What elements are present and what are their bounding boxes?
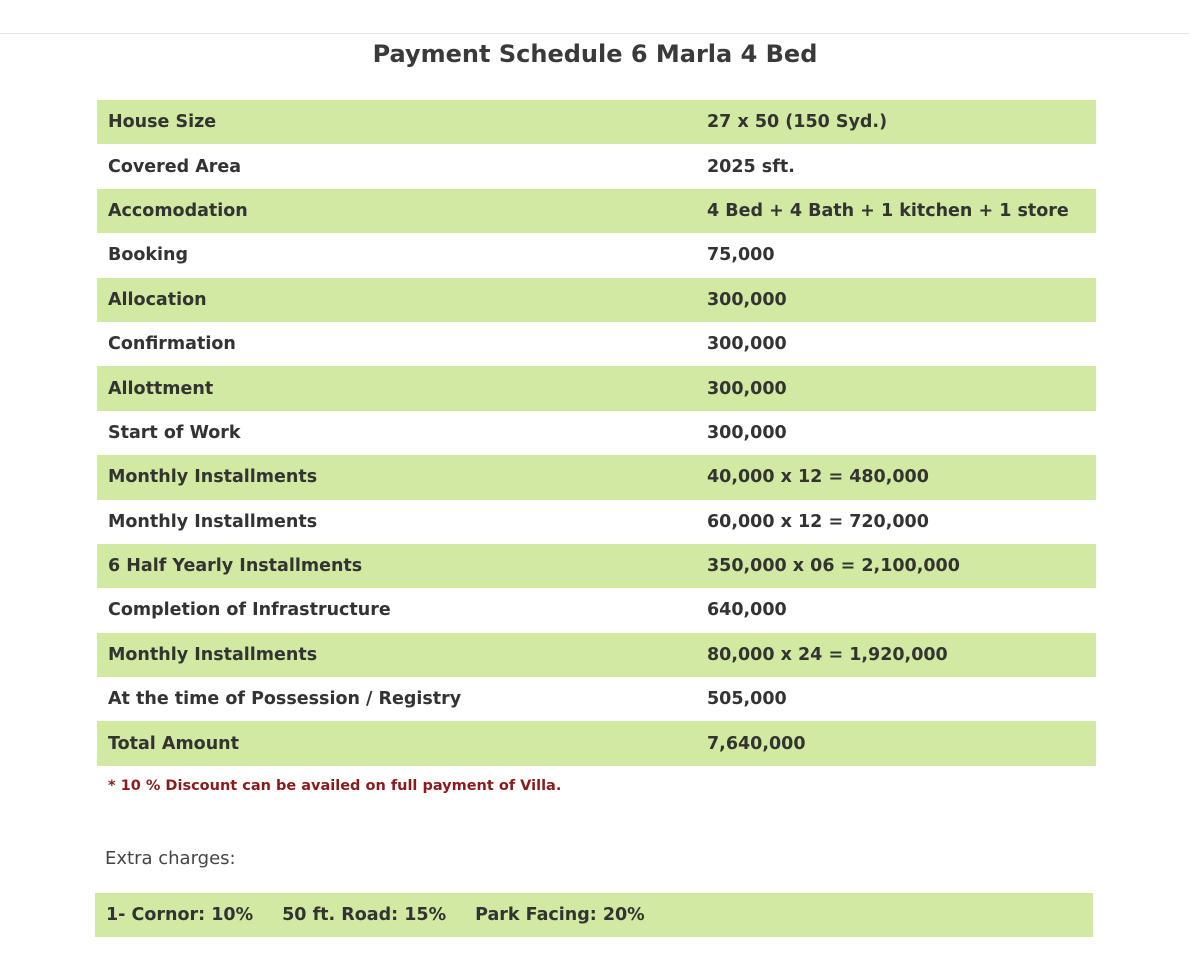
row-value: 27 x 50 (150 Syd.) [696, 100, 1096, 144]
row-label: Allottment [97, 366, 696, 410]
row-value: 300,000 [707, 422, 787, 443]
table-row [97, 278, 1096, 322]
row-value: 7,640,000 [696, 721, 1096, 765]
table-row [97, 366, 1096, 410]
row-label: 6 Half Yearly Installments [97, 544, 696, 588]
discount-note: * 10 % Discount can be availed on full payment of Villa. [108, 778, 562, 794]
row-label: Booking [108, 245, 189, 266]
extra-charge-item: Park Facing: 20% [475, 905, 645, 925]
extra-charges-bar [95, 893, 1093, 937]
row-label: Covered Area [108, 156, 242, 177]
row-label: House Size [97, 100, 696, 144]
page-title: Payment Schedule 6 Marla 4 Bed [372, 40, 818, 68]
row-value: 350,000 x 06 = 2,100,000 [696, 544, 1096, 588]
table-row [97, 322, 1096, 366]
extra-charges-heading: Extra charges: [105, 848, 236, 869]
table-row [97, 677, 1096, 721]
table-row [97, 100, 1096, 144]
row-label: Monthly Installments [108, 511, 318, 532]
total-row [97, 721, 1096, 765]
payment-schedule-table [97, 100, 1096, 766]
extra-charge-item: 50 ft. Road: 15% [282, 905, 447, 925]
top-divider [0, 33, 1190, 34]
table-row [97, 544, 1096, 588]
row-value: 505,000 [707, 689, 787, 710]
table-row [97, 588, 1096, 632]
row-value: 640,000 [707, 600, 787, 621]
row-value: 300,000 [696, 366, 1096, 410]
table-row [97, 411, 1096, 455]
row-label: Start of Work [108, 422, 241, 443]
table-row [97, 144, 1096, 188]
table-row [97, 500, 1096, 544]
table-row [97, 189, 1096, 233]
row-value: 300,000 [696, 278, 1096, 322]
row-value: 2025 sft. [707, 156, 795, 177]
row-label: Total Amount [97, 721, 696, 765]
table-row [97, 633, 1096, 677]
row-label: At the time of Possession / Registry [108, 689, 462, 710]
row-value: 60,000 x 12 = 720,000 [707, 511, 929, 532]
row-label: Completion of Infrastructure [108, 600, 391, 621]
row-value: 4 Bed + 4 Bath + 1 kitchen + 1 store [696, 189, 1096, 233]
table-row [97, 233, 1096, 277]
row-label: Monthly Installments [97, 455, 696, 499]
row-value: 75,000 [707, 245, 775, 266]
extra-charge-item: 1- Cornor: 10% [106, 905, 254, 925]
row-label: Confirmation [108, 334, 236, 355]
row-label: Allocation [97, 278, 696, 322]
row-label: Accomodation [97, 189, 696, 233]
row-value: 40,000 x 12 = 480,000 [696, 455, 1096, 499]
row-label: Monthly Installments [97, 633, 696, 677]
row-value: 300,000 [707, 334, 787, 355]
row-value: 80,000 x 24 = 1,920,000 [696, 633, 1096, 677]
table-row [97, 455, 1096, 499]
